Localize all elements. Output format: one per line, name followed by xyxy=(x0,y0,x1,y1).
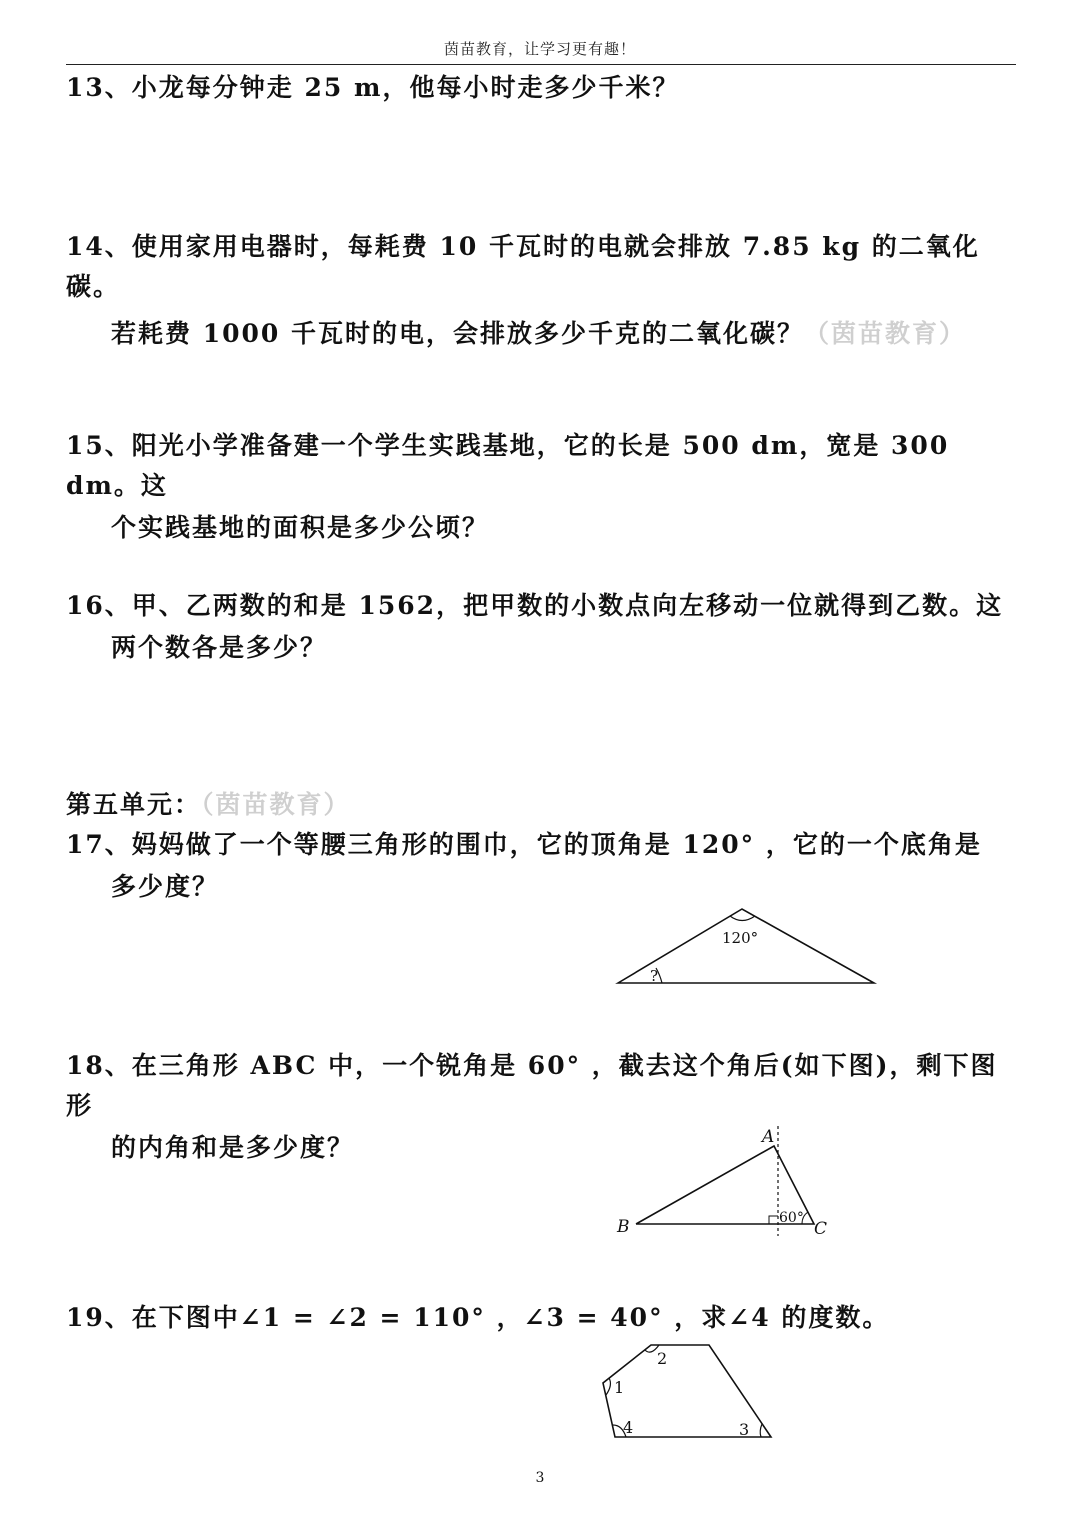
question-number: 13、 xyxy=(66,73,132,102)
question-number: 14、 xyxy=(66,232,132,261)
angle-60-label: 60° xyxy=(779,1210,804,1226)
question-text-cont: 若耗费 1000 千瓦时的电，会排放多少千克的二氧化碳？ xyxy=(111,319,804,348)
question-text: 在三角形 ABC 中，一个锐角是 60° ，截去这个角后(如下图)，剩下图形 xyxy=(66,1051,998,1120)
angle-3-arc xyxy=(760,1424,762,1437)
question-18 xyxy=(66,1046,1018,1168)
isosceles-triangle-figure xyxy=(612,905,878,990)
angle-3-label: 3 xyxy=(739,1420,750,1439)
angle-4-label: 4 xyxy=(623,1418,634,1437)
section-title xyxy=(66,785,351,825)
vertex-b-label: B xyxy=(617,1217,630,1237)
question-13 xyxy=(66,68,1018,108)
vertex-c-label: C xyxy=(814,1219,828,1239)
quadrilateral-figure xyxy=(595,1337,780,1445)
apex-angle-arc xyxy=(730,916,755,921)
question-17 xyxy=(66,825,1018,907)
section-label: 第五单元： xyxy=(66,790,202,819)
right-angle-mark xyxy=(769,1216,778,1224)
header-divider xyxy=(66,64,1016,65)
question-text: 阳光小学准备建一个学生实践基地，它的长是 500 dm，宽是 300 dm。这 xyxy=(66,431,950,500)
base-angle-label: ? xyxy=(650,967,659,985)
triangle-abc-figure xyxy=(612,1122,838,1240)
page-header: 茵苗教育，让学习更有趣！ xyxy=(443,40,636,58)
question-15 xyxy=(66,426,1018,548)
question-text: 妈妈做了一个等腰三角形的围巾，它的顶角是 120° ，它的一个底角是 xyxy=(131,830,982,859)
question-text-cont: 个实践基地的面积是多少公顷？ xyxy=(111,513,490,542)
question-text-cont: 多少度？ xyxy=(111,872,220,901)
question-number: 15、 xyxy=(66,431,132,460)
question-number: 17、 xyxy=(66,830,132,859)
watermark: （茵苗教育） xyxy=(804,319,967,348)
question-text-cont: 两个数各是多少？ xyxy=(111,633,328,662)
watermark: （茵苗教育） xyxy=(201,790,351,819)
question-16 xyxy=(66,586,1018,668)
question-number: 16、 xyxy=(66,591,132,620)
question-text-cont: 的内角和是多少度？ xyxy=(111,1133,355,1162)
question-text: 甲、乙两数的和是 1562，把甲数的小数点向左移动一位就得到乙数。这 xyxy=(131,591,1004,620)
angle-2-label: 2 xyxy=(657,1349,668,1368)
question-14 xyxy=(66,227,1018,354)
apex-angle-label: 120° xyxy=(722,929,759,947)
question-number: 19、 xyxy=(66,1303,132,1332)
question-text: 使用家用电器时，每耗费 10 千瓦时的电就会排放 7.85 kg 的二氧化碳。 xyxy=(66,232,980,301)
angle-1-label: 1 xyxy=(614,1378,625,1397)
vertex-a-label: A xyxy=(762,1127,775,1147)
question-number: 18、 xyxy=(66,1051,132,1080)
page-number: 3 xyxy=(535,1470,545,1486)
question-19 xyxy=(66,1298,1018,1338)
question-text: 在下图中∠1 = ∠2 = 110° ，∠3 = 40° ，求∠4 的度数。 xyxy=(131,1303,890,1332)
question-text: 小龙每分钟走 25 m，他每小时走多少千米？ xyxy=(131,73,680,102)
